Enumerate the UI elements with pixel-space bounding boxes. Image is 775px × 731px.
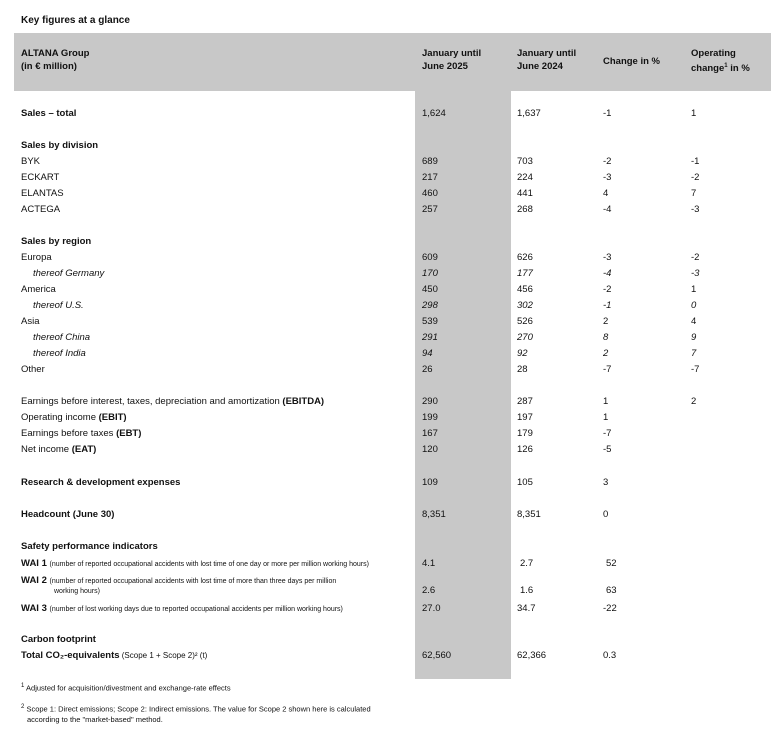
table-row: Europa 609 626 -3 -2	[21, 252, 700, 263]
section-heading-safety: Safety performance indicators	[21, 541, 158, 552]
table-row-rnd: Research & development expenses 109 105 3	[21, 477, 609, 488]
table-row-ebitda: Earnings before interest, taxes, depreciation and amortization (EBITDA) 290 287 1 2	[21, 396, 697, 407]
section-heading-region: Sales by region	[21, 236, 92, 247]
header-operating-change: Operating change$^1$ in %	[691, 48, 750, 75]
table-row: Other 26 28 -7 -7	[21, 364, 700, 375]
table-row-sales-total: Sales – total 1,624 1,637 -1 1	[21, 108, 697, 119]
table-row: thereof China 291 270 8 9	[33, 332, 697, 343]
table-row: America 450 456 -2 1	[21, 284, 697, 295]
table-row: thereof U.S. 298 302 -1 0	[33, 300, 697, 311]
table-row-headcount: Headcount (June 30) 8,351 8,351 0	[21, 509, 609, 520]
header-current-period: January until June 2025	[422, 48, 482, 72]
footnote-2: $^2$ Scope 1: Direct emissions; Scope 2: Indirect emissions. The value for Scope 2 shown here is calculated according to the "market-based" method.	[21, 704, 371, 724]
table-row: thereof Germany 170 177 -4 -3	[33, 268, 700, 279]
header-prior-period: January until June 2024	[517, 48, 577, 72]
header-label: ALTANA Group (in € million)	[21, 48, 90, 72]
table-row: thereof India 94 92 2 7	[33, 348, 697, 359]
table-row: BYK 689 703 -2 -1	[21, 156, 700, 167]
table-row-co2: Total CO₂-equivalents (Scope 1 + Scope 2)² (t) 62,560 62,366 0.3	[21, 650, 617, 661]
table-row-ebit: Operating income (EBIT) 199 197 1	[21, 412, 609, 423]
table-row: ELANTAS 460 441 4 7	[21, 188, 697, 199]
footnote-1: $^1$ Adjusted for acquisition/divestment and exchange-rate effects	[21, 683, 231, 693]
table-row-wai1: WAI 1 (number of reported occupational accidents with lost time of one day or more per million working hours) 4.1 2.7 52	[21, 558, 617, 569]
table-row: ACTEGA 257 268 -4 -3	[21, 204, 700, 215]
table-row-wai3: WAI 3 (number of lost working days due to reported occupational accidents per million working hours) 27.0 34.7 -22	[21, 603, 617, 614]
table-row: ECKART 217 224 -3 -2	[21, 172, 700, 183]
section-heading-division: Sales by division	[21, 140, 99, 151]
table-row: Asia 539 526 2 4	[21, 316, 697, 327]
table-row-ebt: Earnings before taxes (EBT) 167 179 -7	[21, 428, 612, 439]
section-heading-carbon: Carbon footprint	[21, 634, 96, 645]
header-change: Change in %	[603, 56, 661, 67]
page-title: Key figures at a glance	[21, 15, 130, 26]
table-row-eat: Net income (EAT) 120 126 -5	[21, 444, 612, 455]
table-row-wai2: WAI 2 (number of reported occupational accidents with lost time of more than three days per million working hours) 2.6 1.6 63	[21, 575, 617, 596]
